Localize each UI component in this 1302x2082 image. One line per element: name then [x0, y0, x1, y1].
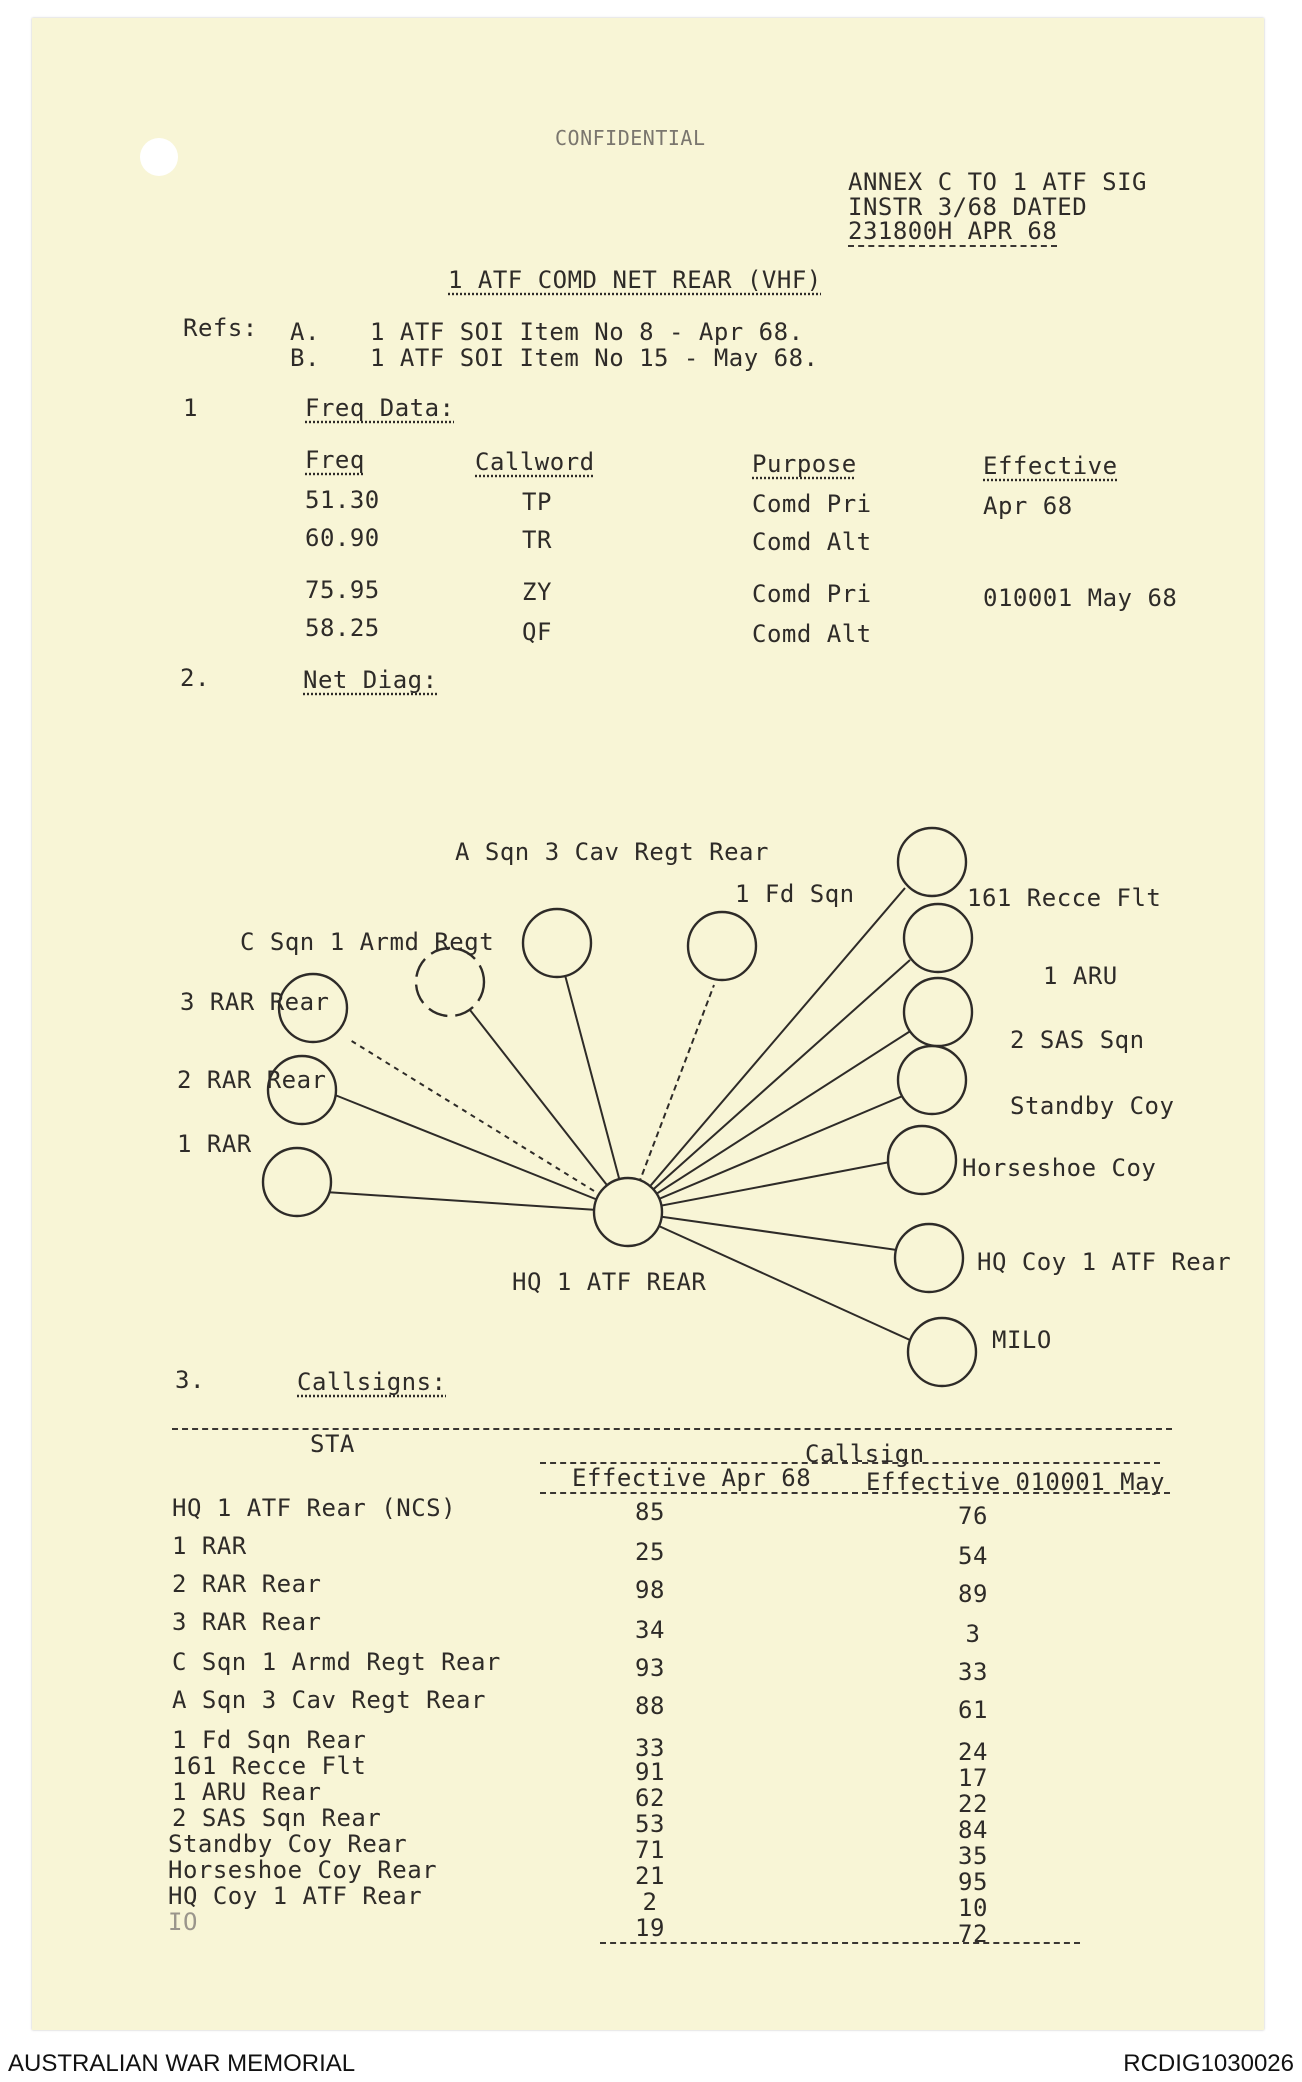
node-label-c-sqn-1-armd-regt: C Sqn 1 Armd Regt [240, 928, 495, 956]
callsign-row-apr: 33 [635, 1734, 665, 1762]
freq-row-4-purpose: Comd Alt [752, 620, 872, 648]
callsign-row-apr: 85 [635, 1498, 665, 1526]
freq-row-1-effective: Apr 68 [983, 492, 1073, 520]
callsign-row-sta: HQ 1 ATF Rear (NCS) [172, 1494, 457, 1522]
callsign-row-apr: 93 [635, 1654, 665, 1682]
ref-a-text: 1 ATF SOI Item No 8 - Apr 68. [370, 318, 804, 346]
callsign-row-sta: 1 RAR [172, 1532, 247, 1560]
callsign-row-may: 24 [958, 1738, 988, 1766]
freq-row-2-purpose: Comd Alt [752, 528, 872, 556]
purpose-col-header: Purpose [752, 450, 857, 478]
freq-row-3-effective: 010001 May 68 [983, 584, 1178, 612]
callsign-row-apr: 19 [635, 1914, 665, 1942]
callsign-row-may: 17 [958, 1764, 988, 1792]
archive-footer [0, 2042, 1302, 2082]
node-label-2-rar-rear: 2 RAR Rear [177, 1066, 327, 1094]
callsign-row-sta: 161 Recce Flt [172, 1752, 367, 1780]
callsign-row-apr: 62 [635, 1784, 665, 1812]
callsign-row-sta: A Sqn 3 Cav Regt Rear [172, 1686, 486, 1714]
callsign-row-apr: 2 [642, 1888, 658, 1916]
annex-line-3: 231800H APR 68 [848, 217, 1058, 245]
callsign-row-may: 3 [965, 1620, 981, 1648]
effective-col-header: Effective [983, 452, 1118, 480]
net-diag-heading: Net Diag: [303, 666, 438, 694]
callsign-row-sta: Horseshoe Coy Rear [168, 1856, 438, 1884]
sta-col-header: STA [310, 1430, 355, 1458]
node-label-1-fd-sqn: 1 Fd Sqn [735, 880, 855, 908]
callsign-row-apr: 71 [635, 1836, 665, 1864]
callword-col-header: Callword [475, 448, 595, 476]
freq-row-2-callword: TR [522, 526, 552, 554]
callsign-row-may: 33 [958, 1658, 988, 1686]
callsign-row-sta: IO [168, 1908, 198, 1936]
callsign-row-sta: HQ Coy 1 ATF Rear [168, 1882, 423, 1910]
callsign-row-sta: 3 RAR Rear [172, 1608, 322, 1636]
callsign-row-may: 54 [958, 1542, 988, 1570]
document-title: 1 ATF COMD NET REAR (VHF) [448, 266, 822, 294]
callsign-row-may: 84 [958, 1816, 988, 1844]
node-label-1-rar: 1 RAR [177, 1130, 252, 1158]
node-label-3-rar-rear: 3 RAR Rear [180, 988, 330, 1016]
callsign-row-apr: 98 [635, 1576, 665, 1604]
ref-a-letter: A. [290, 318, 320, 346]
callsign-row-apr: 25 [635, 1538, 665, 1566]
annex-line-1: ANNEX C TO 1 ATF SIG [848, 168, 1147, 196]
section-3-number: 3. [175, 1366, 205, 1394]
classification-mark: CONFIDENTIAL [555, 126, 706, 150]
node-label-milo: MILO [992, 1326, 1052, 1354]
table-bottom-rule [600, 1942, 1080, 1944]
node-label-a-sqn-3-cav-regt-rear: A Sqn 3 Cav Regt Rear [455, 838, 769, 866]
effective-may-header: Effective 010001 May [866, 1468, 1165, 1496]
callsign-row-apr: 21 [635, 1862, 665, 1890]
callsign-row-apr: 91 [635, 1758, 665, 1786]
annex-line-2: INSTR 3/68 DATED [848, 193, 1088, 221]
ref-b-text: 1 ATF SOI Item No 15 - May 68. [370, 344, 819, 372]
footer-source: AUSTRALIAN WAR MEMORIAL [8, 2050, 356, 2077]
callsign-row-apr: 53 [635, 1810, 665, 1838]
node-label-161-recce-flt: 161 Recce Flt [967, 884, 1162, 912]
callsign-row-may: 61 [958, 1696, 988, 1724]
footer-catalogue-id: RCDIG1030026 [1123, 2050, 1294, 2077]
callsign-row-apr: 34 [635, 1616, 665, 1644]
callsign-row-may: 76 [958, 1502, 988, 1530]
callsign-col-header: Callsign [805, 1440, 925, 1468]
ref-b-letter: B. [290, 344, 320, 372]
freq-row-3-freq: 75.95 [305, 576, 380, 604]
node-label-hq-coy-1-atf-rear: HQ Coy 1 ATF Rear [977, 1248, 1232, 1276]
freq-row-4-callword: QF [522, 618, 552, 646]
freq-row-1-callword: TP [522, 488, 552, 516]
freq-data-heading: Freq Data: [305, 394, 455, 422]
hub-label: HQ 1 ATF REAR [512, 1268, 707, 1296]
section-2-number: 2. [180, 664, 210, 692]
header-bottom-rule [540, 1492, 1170, 1494]
freq-col-header: Freq [305, 446, 365, 474]
callsign-row-sta: Standby Coy Rear [168, 1830, 408, 1858]
callsign-row-may: 95 [958, 1868, 988, 1896]
callsign-row-may: 89 [958, 1580, 988, 1608]
callsign-row-may: 35 [958, 1842, 988, 1870]
callsign-row-apr: 88 [635, 1692, 665, 1720]
callsign-row-may: 72 [958, 1920, 988, 1948]
node-label-1-aru: 1 ARU [1043, 962, 1118, 990]
callsign-row-sta: 2 SAS Sqn Rear [172, 1804, 382, 1832]
node-label-standby-coy: Standby Coy [1010, 1092, 1175, 1120]
freq-row-1-freq: 51.30 [305, 486, 380, 514]
node-label-horseshoe-coy: Horseshoe Coy [962, 1154, 1157, 1182]
section-1-number: 1 [183, 394, 198, 422]
callsigns-heading: Callsigns: [297, 1368, 447, 1396]
freq-row-1-purpose: Comd Pri [752, 490, 872, 518]
freq-row-3-purpose: Comd Pri [752, 580, 872, 608]
callsign-row-sta: 2 RAR Rear [172, 1570, 322, 1598]
freq-row-4-freq: 58.25 [305, 614, 380, 642]
callsign-row-sta: 1 Fd Sqn Rear [172, 1726, 367, 1754]
callsign-row-may: 10 [958, 1894, 988, 1922]
freq-row-2-freq: 60.90 [305, 524, 380, 552]
freq-row-3-callword: ZY [522, 578, 552, 606]
callsign-row-may: 22 [958, 1790, 988, 1818]
effective-apr-68-header: Effective Apr 68 [572, 1464, 812, 1492]
callsign-row-sta: 1 ARU Rear [172, 1778, 322, 1806]
node-label-2-sas-sqn: 2 SAS Sqn [1010, 1026, 1145, 1054]
callsign-row-sta: C Sqn 1 Armd Regt Rear [172, 1648, 501, 1676]
refs-label: Refs: [183, 314, 258, 342]
